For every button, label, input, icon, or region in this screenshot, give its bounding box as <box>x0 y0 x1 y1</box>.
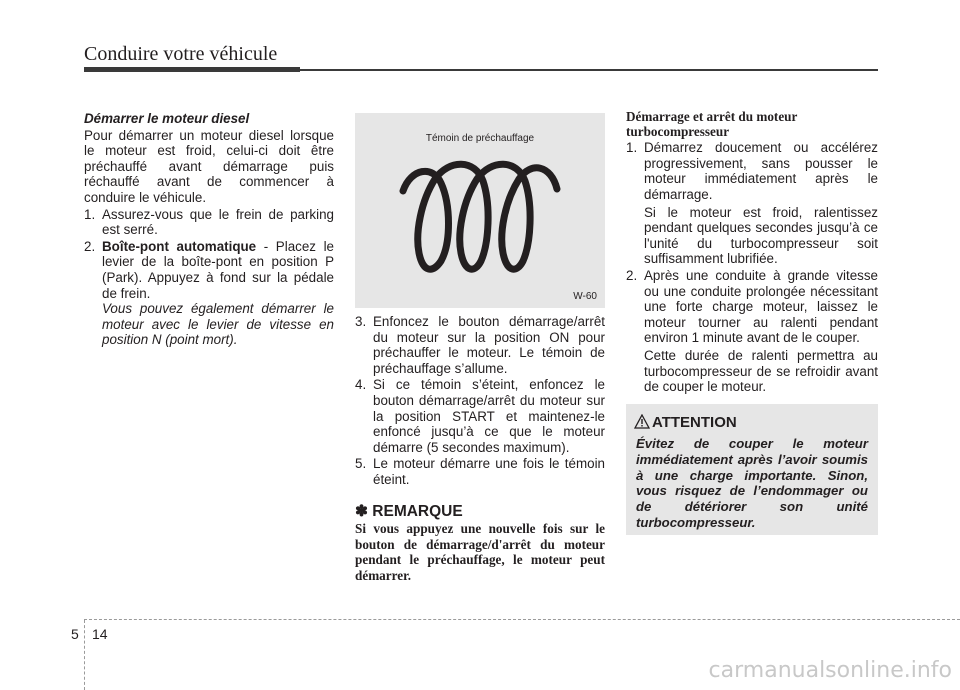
section-heading-diesel: Démarrer le moteur diesel <box>84 111 250 126</box>
remark-body: Si vous appuyez une nouvelle fois sur le bouton de démarrage/d'arrêt du moteur pendant le préchauffage, le moteur peut démarrer. <box>355 521 605 583</box>
step-text-rest: - Placez le levier de la boîte-pont en position P (Park). Appuyez à fond sur la pédale de frein. <box>102 238 334 301</box>
attention-box <box>626 404 878 535</box>
step-number: 2. <box>626 267 638 283</box>
step-number: 1. <box>84 206 96 222</box>
step-number: 1. <box>626 140 638 156</box>
chapter-number: 5 <box>71 626 79 642</box>
list-item <box>626 268 878 346</box>
glow-plug-figure <box>355 113 605 308</box>
remark-heading: ✽ REMARQUE <box>355 502 463 520</box>
section-heading-turbo: Démarrage et arrêt du moteur turbocompresseur <box>626 109 798 139</box>
column-left <box>84 111 334 348</box>
header-bar <box>84 67 300 72</box>
footer-rule <box>84 619 960 620</box>
step-text <box>102 239 334 301</box>
step-text: Si ce témoin s’éteint, enfoncez le bouton démarrage/arrêt du moteur sur la position START et maintenez-le enfoncé jusqu’à ce que le moteur démarre (5 secondes maximum). <box>373 377 605 455</box>
step-number: 5. <box>355 456 367 472</box>
warning-icon <box>634 414 650 430</box>
step-note: Si le moteur est froid, ralentissez pendant quelques secondes jusqu’à ce l'unité du turbocompresseur soit suffisamment lubrifiée. <box>644 204 878 267</box>
attention-title: ATTENTION <box>652 414 737 431</box>
step-number: 3. <box>355 314 367 329</box>
watermark: carmanualsonline.info <box>708 658 952 683</box>
page-number: 14 <box>92 626 108 642</box>
list-item <box>355 314 605 376</box>
figure-label: Témoin de préchauffage <box>425 133 535 144</box>
attention-body: Évitez de couper le moteur immédiatement après l’avoir soumis à une charge importante. Sinon, vous risquez de l’endommager ou de détériorer son unité turbocompresseur. <box>636 436 868 530</box>
step-note: Cette durée de ralenti permettra au turbocompresseur de se refroidir avant de couper le moteur. <box>644 347 878 395</box>
glow-plug-indicator-icon <box>355 113 605 308</box>
header-rule <box>300 69 878 71</box>
step-note: Vous pouvez également démarrer le moteur avec le levier de vitesse en position N (point mort). <box>102 301 334 348</box>
list-item <box>84 207 334 238</box>
diesel-intro: Pour démarrer un moteur diesel lorsque le moteur est froid, celui-ci doit être préchauffé avant démarrage puis réchauffé avant de commencer à conduire le véhicule. <box>84 127 334 205</box>
step-text: Le moteur démarre une fois le témoin éteint. <box>373 456 605 487</box>
step-bold-label: Boîte-pont automatique <box>102 238 257 254</box>
list-item <box>84 239 334 301</box>
step-text: Enfoncez le bouton démarrage/arrêt du moteur sur la position ON pour préchauffer le moteur. Le témoin de préchauffage s’allume. <box>373 314 605 376</box>
list-item <box>355 456 605 487</box>
list-item <box>355 377 605 455</box>
step-text: Assurez-vous que le frein de parking est serré. <box>102 206 334 238</box>
figure-code: W-60 <box>573 291 597 302</box>
step-number: 4. <box>355 377 367 393</box>
list-item <box>626 140 878 202</box>
step-text: Après une conduite à grande vitesse ou une conduite prolongée nécessitant une forte charge moteur, laissez le moteur tourner au ralenti pendant environ 1 minute avant de le couper. <box>644 267 878 346</box>
column-middle <box>355 313 605 584</box>
column-right <box>626 110 878 395</box>
footer-separator <box>84 620 85 690</box>
step-number: 2. <box>84 238 96 254</box>
step-text: Démarrez doucement ou accélérez progressivement, sans pousser le moteur immédiatement après le démarrage. <box>644 140 878 202</box>
page-header-title: Conduire votre véhicule <box>84 43 278 65</box>
